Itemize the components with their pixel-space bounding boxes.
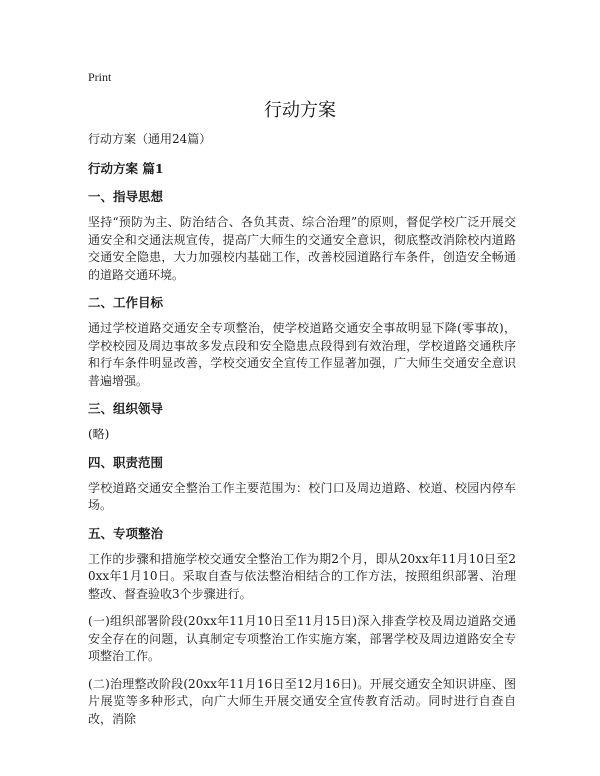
paragraph-deployment-stage: (一)组织部署阶段(20xx年11月10日至11月15日)深入排查学校及周边道路交通安全存在的问题，认真制定专项整治工作实施方案，部署学校及周边道路安全专项整治工作。 bbox=[88, 614, 516, 663]
section-heading-special-rectification: 五、专项整治 bbox=[88, 525, 164, 541]
document-title: 行动方案 bbox=[264, 100, 336, 121]
section-heading-responsibility-scope: 四、职责范围 bbox=[88, 454, 164, 470]
paragraph-responsibility-scope: 学校道路交通安全整治工作主要范围为：校门口及周边道路、校道、校园内停车场。 bbox=[88, 480, 516, 512]
print-label[interactable]: Print bbox=[88, 70, 112, 84]
section-heading-work-goals: 二、工作目标 bbox=[88, 295, 164, 310]
paragraph-organization: (略) bbox=[88, 427, 110, 441]
document-body bbox=[88, 130, 516, 738]
paragraph-guiding-ideology: 坚持“预防为主、防治结合、各负其责、综合治理”的原则，督促学校广泛开展交通安全和交通法规宣传，提高广大师生的交通安全意识，彻底整改消除校内道路交通安全隐患，大力加强校内基础工作，改善校园道路行车条件，创造安全畅通的道路交通环境。 bbox=[88, 215, 516, 282]
paragraph-work-steps: 工作的步骤和措施学校交通安全整治工作为期2个月，即从20xx年11月10日至20xx年1月10日。采取自查与依法整治相结合的工作方法，按照组织部署、治理整改、督查验收3个步骤进行。 bbox=[88, 551, 516, 601]
section-heading-organization: 三、组织领导 bbox=[88, 401, 164, 416]
part-heading: 行动方案 篇1 bbox=[88, 161, 164, 176]
paragraph-work-goals: 通过学校道路交通安全专项整治，使学校道路交通安全事故明显下降(零事故)，学校校园及周边事故多发点段和安全隐患点段得到有效治理，学校道路交通秩序和行车条件明显改善，学校交通安全宣传工作显著加强，广大师生交通安全意识普遍增强。 bbox=[88, 321, 516, 388]
section-heading-guiding-ideology: 一、指导思想 bbox=[88, 189, 164, 204]
paragraph-rectification-stage: (二)治理整改阶段(20xx年11月16日至12月16日)。开展交通安全知识讲座、图片展览等多种形式，向广大师生开展交通安全宣传教育活动。同时进行自查自改，消除 bbox=[88, 676, 516, 726]
document-subtitle: 行动方案（通用24篇） bbox=[88, 132, 212, 146]
